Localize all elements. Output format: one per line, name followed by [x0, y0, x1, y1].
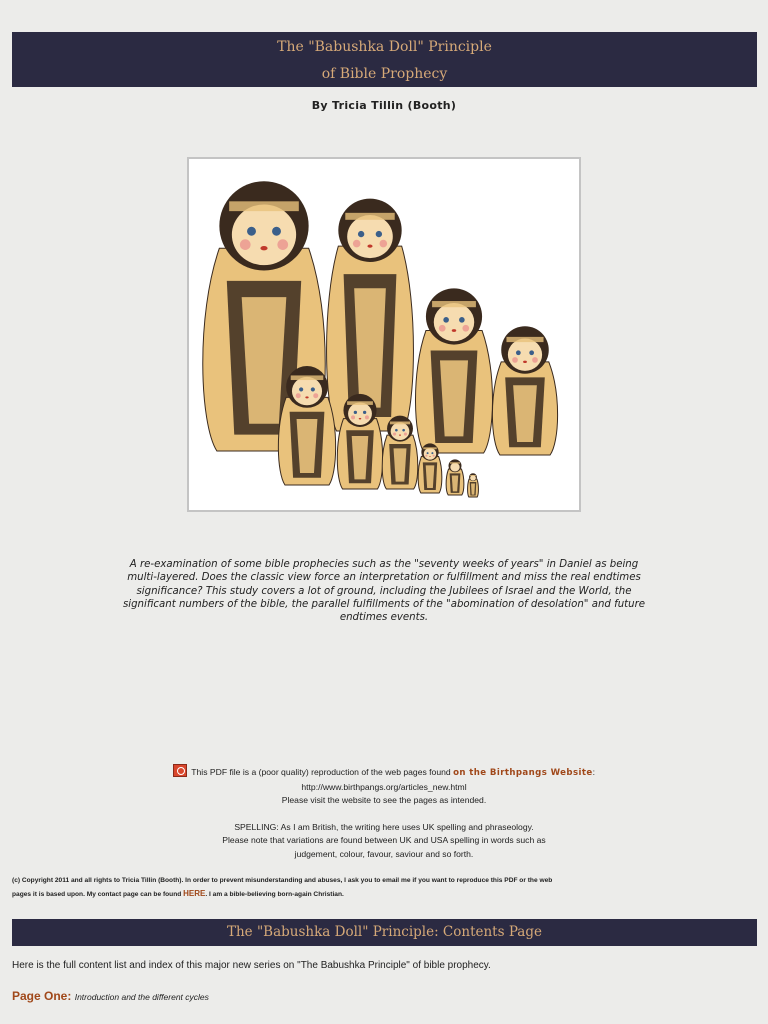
contact-here-link[interactable]: HERE: [183, 889, 206, 898]
page-title-line2: of Bible Prophecy: [321, 66, 448, 82]
spelling-note-3: judgement, colour, favour, saviour and so forth.: [294, 848, 474, 859]
copyright-line-2: pages it is based upon. My contact page can be found: [12, 891, 182, 898]
title-banner: [12, 32, 757, 87]
matryoshka-dolls-image: [189, 159, 579, 510]
copyright-line-2-end: . I am a bible-believing born-again Christian.: [205, 891, 344, 898]
matryoshka-photo: [187, 157, 581, 512]
contents-intro: Here is the full content list and index of this major new series on "The Babushka Principle" of bible prophecy.: [12, 960, 491, 971]
pdf-note: [0, 764, 768, 862]
birthpangs-website-link[interactable]: on the Birthpangs Website: [453, 768, 593, 778]
spelling-note-2: Please note that variations are found between UK and USA spelling in words such as: [222, 835, 546, 846]
pdf-icon: [173, 764, 187, 777]
matryoshka-doll: [278, 366, 335, 485]
visit-note: Please visit the website to see the pages as intended.: [281, 795, 487, 806]
website-url[interactable]: http://www.birthpangs.org/articles_new.html: [301, 781, 467, 792]
abstract-text: A re-examination of some bible prophecies such as the "seventy weeks of years" in Daniel as being multi-layered. Does the classic view force an interpretation or fulfillment and miss the real endtimes significance? This study covers a lot of ground, including the Jubilees of Israel and the World, the significant numbers of the bible, the parallel fulfillments of the "abomination of desolation" and future endtimes events.: [122, 559, 646, 624]
pdf-note-text: This PDF file is a (poor quality) reproduction of the web pages found: [191, 767, 451, 777]
matryoshka-doll: [337, 394, 382, 489]
copyright-notice: [12, 874, 572, 901]
matryoshka-doll: [327, 199, 414, 431]
contents-title: The "Babushka Doll" Principle: Contents Page: [226, 924, 542, 940]
pdf-note-colon: :: [592, 767, 595, 777]
page-one-label[interactable]: Page One:: [12, 989, 72, 1003]
matryoshka-doll: [468, 473, 479, 497]
page-one-description: Introduction and the different cycles: [74, 992, 209, 1002]
matryoshka-doll: [418, 443, 442, 493]
copyright-line-1: (c) Copyright 2011 and all rights to Tricia Tillin (Booth). In order to prevent misunderstanding and abuses, I ask you to email me if you want to reproduce this PDF or the web: [12, 877, 553, 884]
author-byline: By Tricia Tillin (Booth): [311, 99, 457, 112]
page-title-line1: The "Babushka Doll" Principle: [277, 39, 492, 55]
page-one-entry[interactable]: [12, 989, 209, 1003]
matryoshka-doll: [415, 288, 492, 453]
spelling-note-1: SPELLING: As I am British, the writing here uses UK spelling and phraseology.: [234, 821, 534, 832]
matryoshka-doll: [382, 416, 418, 489]
matryoshka-doll: [446, 459, 464, 495]
matryoshka-doll: [492, 326, 557, 455]
contents-banner: [12, 919, 757, 946]
